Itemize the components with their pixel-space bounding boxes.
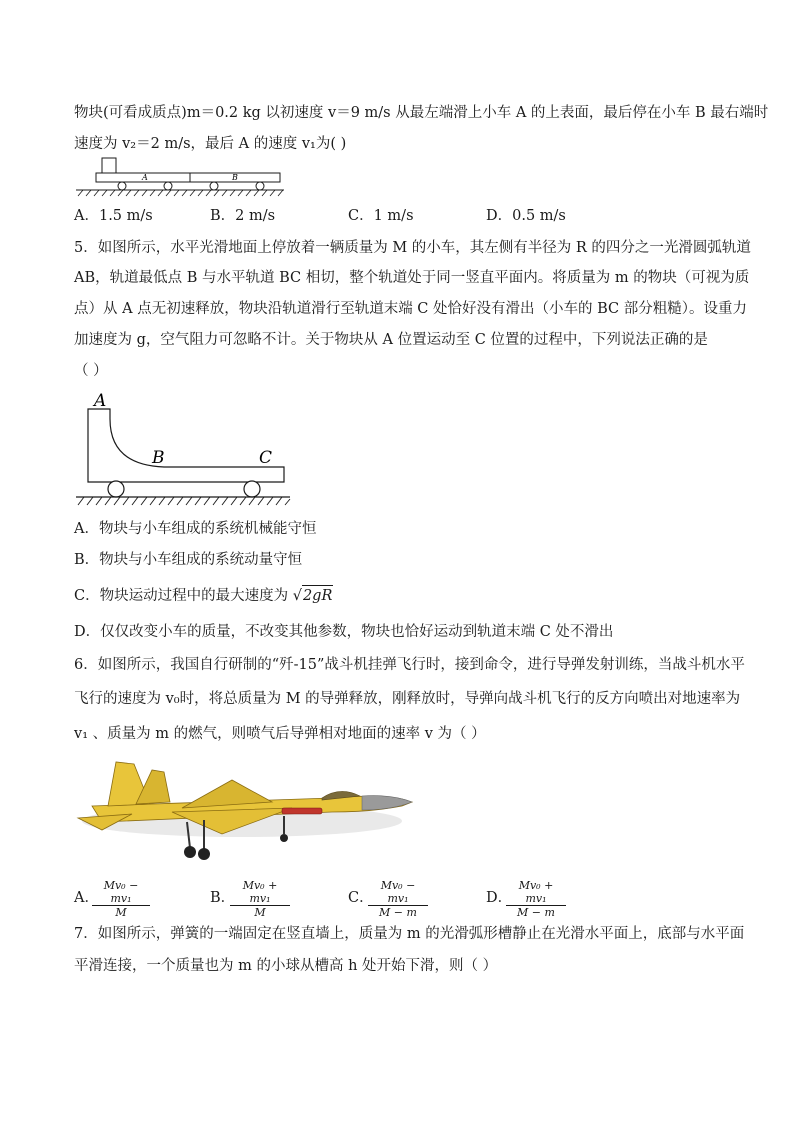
q6-option-c-denominator: M − m (379, 906, 417, 919)
svg-text:B: B (232, 173, 238, 182)
q6-option-a-denominator: M (115, 906, 127, 919)
svg-text:A: A (142, 173, 148, 182)
svg-text:B: B (152, 448, 165, 468)
q6-option-d-fraction (506, 879, 566, 919)
q5-option-c-radicand: 2gR (302, 585, 333, 606)
q6-option-c-label: C． (348, 890, 374, 906)
q6-text-line-2: 飞行的速度为 v₀时，将总质量为 M 的导弹释放，刚释放时，导弹向战斗机飞行的反方向喷出对地速率为 (74, 691, 741, 707)
q6-option-d-denominator: M − m (517, 906, 555, 919)
q6-option-b-numerator: Mv₀ + mv₁ (230, 879, 290, 906)
q4-text-line-1: 物块(可看成质点)m＝0.2 kg 以初速度 v＝9 m/s 从最左端滑上小车 A 的上表面，最后停在小车 B 最右端时 (74, 105, 769, 121)
q5-option-c[interactable] (74, 585, 333, 606)
q6-option-d-label: D． (486, 890, 513, 906)
q6-option-c-fraction (368, 879, 428, 919)
q6-option-a-numerator: Mv₀ − mv₁ (92, 879, 150, 906)
q4-option-d[interactable]: D．0.5 m/s (486, 208, 566, 224)
q6-option-d-numerator: Mv₀ + mv₁ (506, 879, 566, 906)
q5-text-line-2: AB，轨道最低点 B 与水平轨道 BC 相切，整个轨道处于同一竖直平面内。将质量为 m 的物块（可视为质 (74, 270, 750, 286)
q6-option-a-label: A． (74, 890, 99, 906)
q4-option-a[interactable]: A．1.5 m/s (74, 208, 153, 224)
q4-text-line-2: 速度为 v₂＝2 m/s，最后 A 的速度 v₁为( ) (74, 136, 347, 152)
q5-text-line-1: 5．如图所示，水平光滑地面上停放着一辆质量为 M 的小车，其左侧有半径为 R 的四分之一光滑圆弧轨道 (74, 240, 751, 256)
q4-option-c[interactable]: C．1 m/s (348, 208, 414, 224)
q6-option-a-fraction (92, 879, 150, 919)
q5-option-c-text: C．物块运动过程中的最大速度为 (74, 588, 293, 604)
svg-text:A: A (94, 391, 107, 411)
q6-option-b-fraction (230, 879, 290, 919)
fighter-jet-image (72, 756, 414, 871)
svg-text:C: C (259, 448, 273, 468)
q5-option-d[interactable]: D．仅仅改变小车的质量，不改变其他参数，物块也恰好运动到轨道末端 C 处不滑出 (74, 624, 614, 640)
q5-option-b[interactable]: B．物块与小车组成的系统动量守恒 (74, 552, 303, 568)
q4-option-b[interactable]: B．2 m/s (210, 208, 276, 224)
q4-carts-figure (74, 155, 289, 197)
q5-text-line-5: （ ） (74, 363, 108, 379)
q5-text-line-4: 加速度为 g，空气阻力可忽略不计。关于物块从 A 位置运动至 C 位置的过程中，下列说法正确的是 (74, 332, 708, 348)
q7-text-line-1: 7．如图所示，弹簧的一端固定在竖直墙上，质量为 m 的光滑弧形槽静止在光滑水平面上，底部与水平面 (74, 926, 745, 942)
q6-option-b-label: B． (210, 890, 236, 906)
q5-cart-track-figure (74, 387, 294, 507)
q5-text-line-3: 点）从 A 点无初速释放，物块沿轨道滑行至轨道末端 C 处恰好没有滑出（小车的 BC 部分粗糙）。设重力 (74, 301, 747, 317)
q5-option-a[interactable]: A．物块与小车组成的系统机械能守恒 (74, 521, 317, 537)
q7-text-line-2: 平滑连接，一个质量也为 m 的小球从槽高 h 处开始下滑，则（ ） (74, 958, 498, 974)
q6-text-line-3: v₁ 、质量为 m 的燃气，则喷气后导弹相对地面的速率 v 为（ ） (74, 726, 486, 742)
sqrt-icon: √ (292, 588, 302, 604)
q6-option-b-denominator: M (254, 906, 266, 919)
q6-option-c-numerator: Mv₀ − mv₁ (368, 879, 428, 906)
q6-text-line-1: 6．如图所示，我国自行研制的“歼-15”战斗机挂弹飞行时，接到命令，进行导弹发射训练，当战斗机水平 (74, 657, 745, 673)
